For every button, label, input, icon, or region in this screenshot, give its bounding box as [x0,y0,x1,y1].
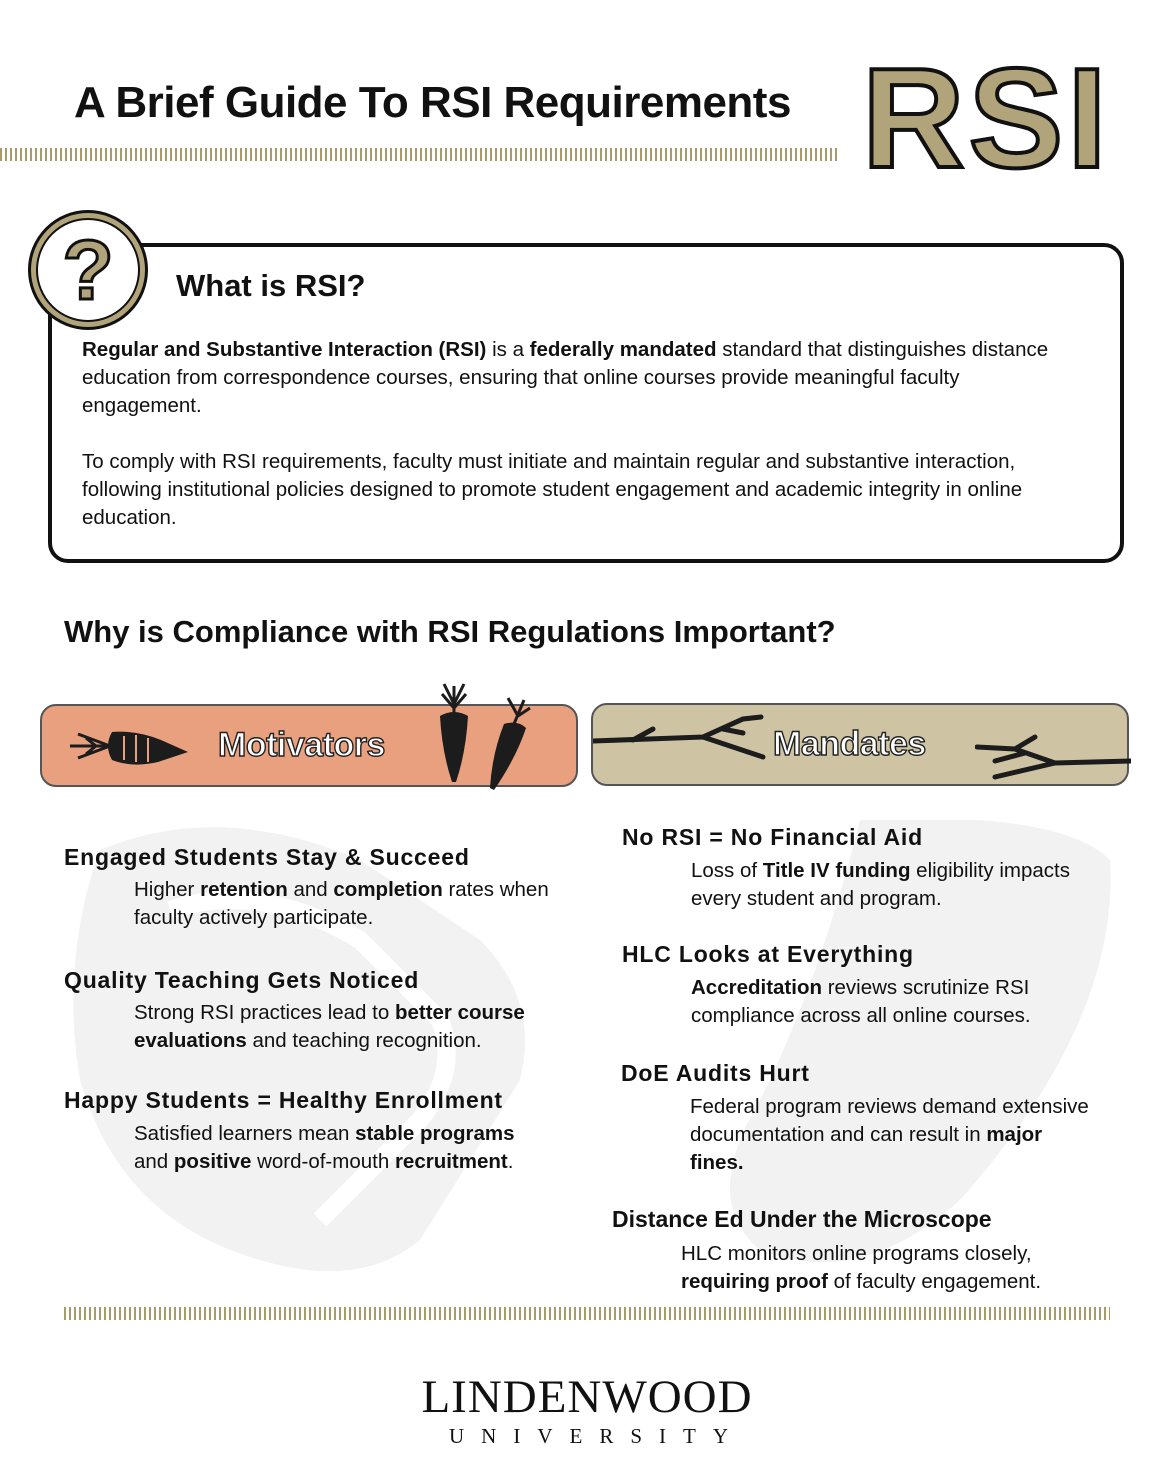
mandates-label: Mandates [773,725,926,763]
lindenwood-wordmark: LINDENWOOD [421,1371,753,1423]
mandate-body: Loss of Title IV funding eligibility impacts every student and program. [691,859,1070,910]
mandates-banner [591,703,1129,786]
stick-icon [593,711,769,771]
motivators-label: Motivators [218,726,385,764]
rsi-compliance-paragraph: To comply with RSI requirements, faculty must initiate and maintain regular and substantive interaction, following institutional policies designed to promote student engagement and academic integrity in online education. [82,450,1023,529]
motivators-banner [40,704,578,787]
what-is-rsi-heading: What is RSI? [176,268,366,303]
page-title: A Brief Guide To RSI Requirements [74,78,791,127]
mandate-title: HLC Looks at Everything [622,941,914,967]
mandate-body: Accreditation reviews scrutinize RSI compliance across all online courses. [691,976,1031,1027]
carrot-icon [430,682,478,786]
question-mark-icon: ? [28,210,148,330]
why-compliance-heading: Why is Compliance with RSI Regulations Important? [64,614,836,649]
mandate-body: HLC monitors online programs closely, requiring proof of faculty engagement. [681,1242,1042,1293]
carrot-icon [66,726,194,768]
motivator-body: Higher retention and completion rates when faculty actively participate. [134,878,549,929]
motivator-title: Engaged Students Stay & Succeed [64,844,470,870]
stick-icon [975,717,1131,781]
carrot-icon [482,694,534,794]
footer-divider [64,1307,1110,1320]
mandate-body: Federal program reviews demand extensive documentation and can result in major fines. [690,1095,1089,1174]
rsi-definition-paragraph: Regular and Substantive Interaction (RSI) is a federally mandated standard that distinguishes distance education from correspondence courses, ensuring that online courses provide meaningful faculty engagement. [82,338,1049,417]
mandate-title: No RSI = No Financial Aid [622,824,923,850]
motivator-title: Quality Teaching Gets Noticed [64,967,420,993]
university-wordmark: UNIVERSITY [449,1424,745,1448]
motivator-body: Satisfied learners mean stable programs and positive word-of-mouth recruitment. [134,1122,515,1173]
motivator-title: Happy Students = Healthy Enrollment [64,1087,503,1113]
header-divider [0,148,838,161]
mandate-title: DoE Audits Hurt [621,1060,810,1086]
mandate-title: Distance Ed Under the Microscope [612,1206,992,1232]
rsi-logo: RSI [862,39,1111,198]
motivator-body: Strong RSI practices lead to better course evaluations and teaching recognition. [134,1001,525,1052]
